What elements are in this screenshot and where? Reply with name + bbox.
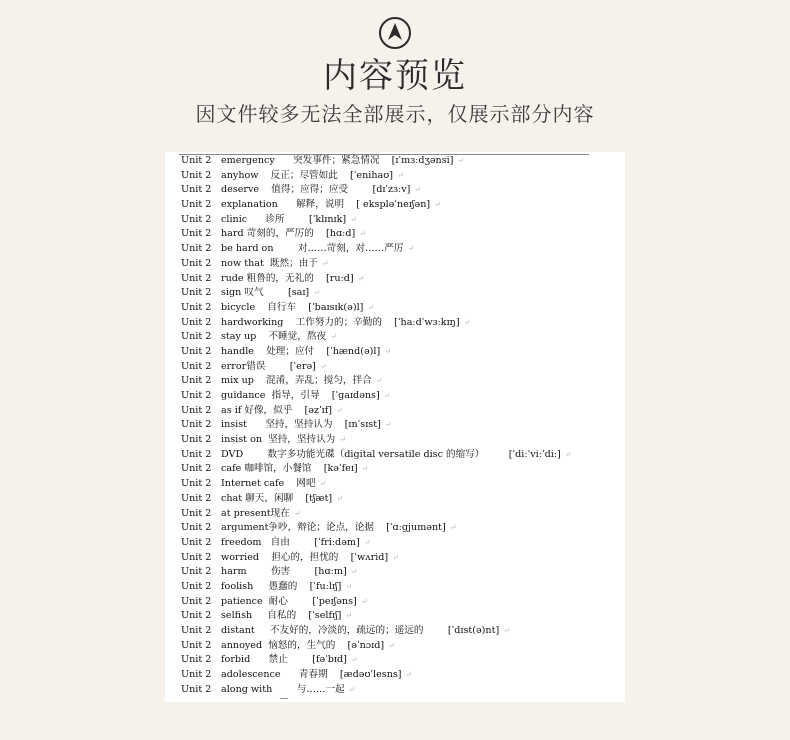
- entry-text: [221, 360, 327, 375]
- entry-content: as if 好像，似乎 [əzˈɪf]: [221, 404, 333, 416]
- paragraph-mark-icon: ↵: [434, 200, 441, 210]
- entry-text: [221, 374, 382, 389]
- entry-content: guidance 指导，引导 [ˈɡaɪdəns]: [221, 390, 380, 401]
- unit-label: Unit 2: [181, 434, 212, 446]
- unit-label: Unit 2: [181, 199, 212, 211]
- entry-content: stay up 不睡觉，熬夜: [221, 331, 327, 343]
- unit-label: Unit 2: [181, 301, 212, 313]
- entry-text: [221, 286, 320, 301]
- entry-text: [221, 418, 392, 433]
- unit-label: Unit 2: [181, 272, 212, 284]
- unit-label: Unit 2: [181, 184, 212, 196]
- entry-content: handle 处理；应付 [ˈhænd(ə)l]: [221, 345, 381, 357]
- entry-content: explanation 解释，说明 [ ekspləˈneɪʃən]: [221, 199, 431, 211]
- paragraph-mark-icon: ↵: [361, 464, 369, 474]
- entry-content: anyhow 反正；尽管如此 [ˈenihaʊ]: [221, 169, 393, 181]
- paragraph-mark-icon: ↵: [392, 552, 399, 562]
- entry-content: now that 既然；由于: [221, 257, 318, 269]
- entry-content: mix up 混淆，弄乱；搅匀，拌合: [221, 375, 372, 387]
- paragraph-mark-icon: ↵: [350, 214, 357, 224]
- paragraph-mark-icon: ↵: [339, 435, 346, 445]
- unit-label: Unit 2: [181, 580, 212, 592]
- unit-label: Unit 2: [181, 492, 212, 504]
- entry-content: sign 叹气 [saɪ]: [221, 287, 310, 299]
- paragraph-mark-icon: ↵: [360, 596, 368, 606]
- paragraph-mark-icon: ↵: [345, 581, 353, 591]
- entry-content: harm 伤害 [hɑːm]: [221, 566, 347, 578]
- entry-content: argument争吵，辩论；论点，论据 [ˈɑːɡjumənt]: [221, 522, 446, 534]
- paragraph-mark-icon: ↵: [388, 640, 395, 650]
- entry-text: [221, 595, 367, 610]
- entry-content: Internet cafe 网吧: [221, 478, 316, 490]
- entry-text: [221, 521, 456, 536]
- entry-content: forbid 禁止 [fəˈbɪd]: [221, 654, 347, 666]
- unit-label: Unit 2: [181, 625, 212, 636]
- unit-label: Unit 2: [181, 228, 212, 240]
- unit-label: Unit 2: [181, 448, 212, 460]
- entry-content: along with 与……一起: [221, 683, 345, 695]
- paragraph-mark-icon: ↵: [336, 405, 343, 415]
- entry-content: emergency 突发事件；紧急情况 [ɪˈmɜːdʒənsi]: [221, 155, 454, 166]
- document-preview: [165, 152, 625, 702]
- entry-text: [221, 507, 301, 522]
- paragraph-mark-icon: ↵: [405, 670, 413, 680]
- chevron-up-circle-icon: [378, 16, 412, 50]
- paragraph-mark-icon: ↵: [336, 493, 343, 503]
- unit-label: Unit 2: [181, 522, 212, 534]
- entry-content: rude 粗鲁的，无礼的 [ruːd]: [221, 272, 354, 284]
- paragraph-mark-icon: ↵: [345, 611, 353, 621]
- unit-label: Unit 2: [181, 243, 212, 255]
- entry-content: hardworking 工作努力的；辛勤的 [ˈhaːdˈwɜːkɪŋ]: [221, 316, 460, 328]
- entry-content: foolish 愚蠢的 [ˈfuːlɪʃ]: [221, 580, 342, 592]
- paragraph-mark-icon: ↵: [375, 376, 383, 386]
- paragraph-mark-icon: ↵: [363, 537, 371, 547]
- unit-label: Unit 2: [181, 345, 212, 357]
- unit-label: Unit 2: [181, 257, 212, 269]
- paragraph-mark-icon: ↵: [313, 288, 320, 298]
- entry-text: [221, 213, 357, 228]
- entry-text: [221, 198, 441, 213]
- unit-label: Unit 2: [181, 595, 212, 607]
- unit-label: Unit 2: [181, 419, 212, 431]
- unit-label: Unit 2: [181, 169, 212, 181]
- unit-label: Unit 2: [181, 669, 212, 681]
- paragraph-mark-icon: ↵: [348, 684, 356, 694]
- entry-text: [221, 565, 357, 580]
- entry-content: insist on 坚持，坚持认为: [221, 434, 336, 446]
- entry-content: DVD 数字多功能光碟（digital versatile disc 的缩写） [ˈdiːˈviːˈdiː]: [221, 448, 561, 460]
- entry-text: [221, 536, 370, 551]
- entry-text: [221, 683, 355, 698]
- paragraph-mark-icon: ↵: [359, 229, 366, 239]
- paragraph-mark-icon: ↵: [367, 302, 375, 312]
- paragraph-mark-icon: ↵: [457, 156, 465, 165]
- entry-content: hard 苛刻的，严厉的 [hɑːd]: [221, 228, 356, 240]
- entry-text: [221, 551, 399, 566]
- paragraph-mark-icon: ↵: [564, 449, 572, 459]
- unit-label: Unit 2: [181, 551, 212, 563]
- entry-content: distant 不友好的，冷淡的，疏远的；遥远的 [ˈdɪst(ə)nt]: [221, 625, 500, 636]
- unit-label: Unit 2: [181, 331, 212, 343]
- paragraph-mark-icon: ↵: [319, 361, 327, 371]
- entry-content: be hard on 对……苛刻，对……严厉: [221, 243, 404, 255]
- paragraph-mark-icon: ↵: [383, 391, 391, 400]
- unit-label: Unit 2: [181, 375, 212, 387]
- entry-content: chat 聊天，闲聊 [tʃæt]: [221, 492, 333, 504]
- entry-text: [221, 330, 337, 345]
- entry-content: selfish 自私的 [ˈselfɪʃ]: [221, 610, 342, 622]
- entry-text: [221, 183, 421, 198]
- unit-label: Unit 2: [181, 287, 212, 299]
- entry-content: cafe 咖啡馆，小餐馆 [kəˈfeɪ]: [221, 463, 358, 475]
- unit-label: Unit 2: [181, 390, 212, 401]
- entry-text: [221, 404, 343, 419]
- entry-content: at present现在: [221, 507, 290, 519]
- entry-text: [221, 154, 464, 169]
- paragraph-mark-icon: ↵: [330, 332, 337, 342]
- entry-text: [221, 580, 352, 595]
- entry-text: [221, 462, 368, 477]
- paragraph-mark-icon: ↵: [384, 346, 391, 356]
- entry-text: [221, 345, 391, 360]
- unit-label: Unit 2: [181, 316, 212, 328]
- entry-text: [221, 433, 346, 448]
- unit-label: Unit 2: [181, 404, 212, 416]
- unit-label: Unit 2: [181, 360, 212, 372]
- unit-label: Unit 2: [181, 536, 212, 548]
- entry-content: freedom 自由 [ˈfriːdəm]: [221, 536, 360, 548]
- page-subtitle: 因文件较多无法全部展示，仅展示部分内容: [195, 102, 595, 126]
- unit-label: Unit 2: [181, 654, 212, 666]
- entry-text: [221, 477, 326, 492]
- entry-content: adolescence 青春期 [ædəʊˈlesns]: [221, 669, 402, 681]
- paragraph-mark-icon: ↵: [321, 258, 329, 268]
- entry-content: deserve 值得；应得；应受 [dɪˈzɜːv]: [221, 184, 411, 196]
- paragraph-mark-icon: ↵: [319, 479, 327, 489]
- entry-text: [221, 389, 390, 404]
- unit-label: Unit 2: [181, 566, 212, 578]
- unit-label: Unit 2: [181, 155, 212, 166]
- paragraph-mark-icon: ↵: [396, 170, 404, 180]
- entry-text: [221, 639, 395, 654]
- paragraph-mark-icon: ↵: [350, 655, 358, 665]
- paragraph-mark-icon: ↵: [357, 273, 365, 283]
- paragraph-mark-icon: ↵: [407, 244, 415, 254]
- paragraph-mark-icon: ↵: [463, 317, 471, 327]
- entry-content: patience 耐心 [ˈpeɪʃəns]: [221, 595, 357, 607]
- entry-text: [221, 169, 404, 184]
- paragraph-mark-icon: ↵: [384, 420, 392, 430]
- paragraph-mark-icon: ↵: [503, 626, 510, 635]
- entry-text: [221, 668, 412, 683]
- paragraph-mark-icon: ↵: [414, 185, 422, 195]
- paragraph-mark-icon: ↵: [293, 508, 301, 518]
- entry-text: [221, 609, 352, 624]
- entry-content: clinic 诊所 [ˈklɪnɪk]: [221, 213, 347, 225]
- entry-text: [221, 448, 571, 463]
- entry-text: [221, 653, 358, 668]
- page-title: 内容预览: [323, 56, 467, 96]
- entry-text: [221, 272, 364, 287]
- entry-text: [221, 242, 414, 257]
- unit-label: Unit 2: [181, 478, 212, 490]
- entry-text: [221, 624, 510, 639]
- entry-content: worried 担心的，担忧的 [ˈwʌrid]: [221, 551, 389, 563]
- entry-text: [221, 316, 470, 331]
- unit-label: Unit 2: [181, 639, 212, 651]
- unit-label: Unit 2: [181, 610, 212, 622]
- entry-content: bicycle 自行车 [ˈbaɪsɪk(ə)l]: [221, 301, 364, 313]
- entry-text: [221, 301, 374, 316]
- entry-text: [221, 257, 329, 272]
- paragraph-mark-icon: ↵: [350, 567, 358, 577]
- entry-content: insist 坚持，坚持认为 [ɪnˈsɪst]: [221, 419, 381, 431]
- unit-label: Unit 2: [181, 683, 212, 695]
- entry-text: [221, 492, 343, 507]
- paragraph-mark-icon: ↵: [449, 523, 457, 533]
- unit-label: Unit 2: [181, 213, 212, 225]
- entry-content: error错误 [ˈerə]: [221, 360, 316, 372]
- entry-text: [221, 227, 366, 242]
- unit-label: Unit 2: [181, 463, 212, 475]
- entry-content: annoyed 恼怒的，生气的 [əˈnɔɪd]: [221, 639, 385, 651]
- page-edge-mark: [280, 698, 288, 699]
- unit-label: Unit 2: [181, 507, 212, 519]
